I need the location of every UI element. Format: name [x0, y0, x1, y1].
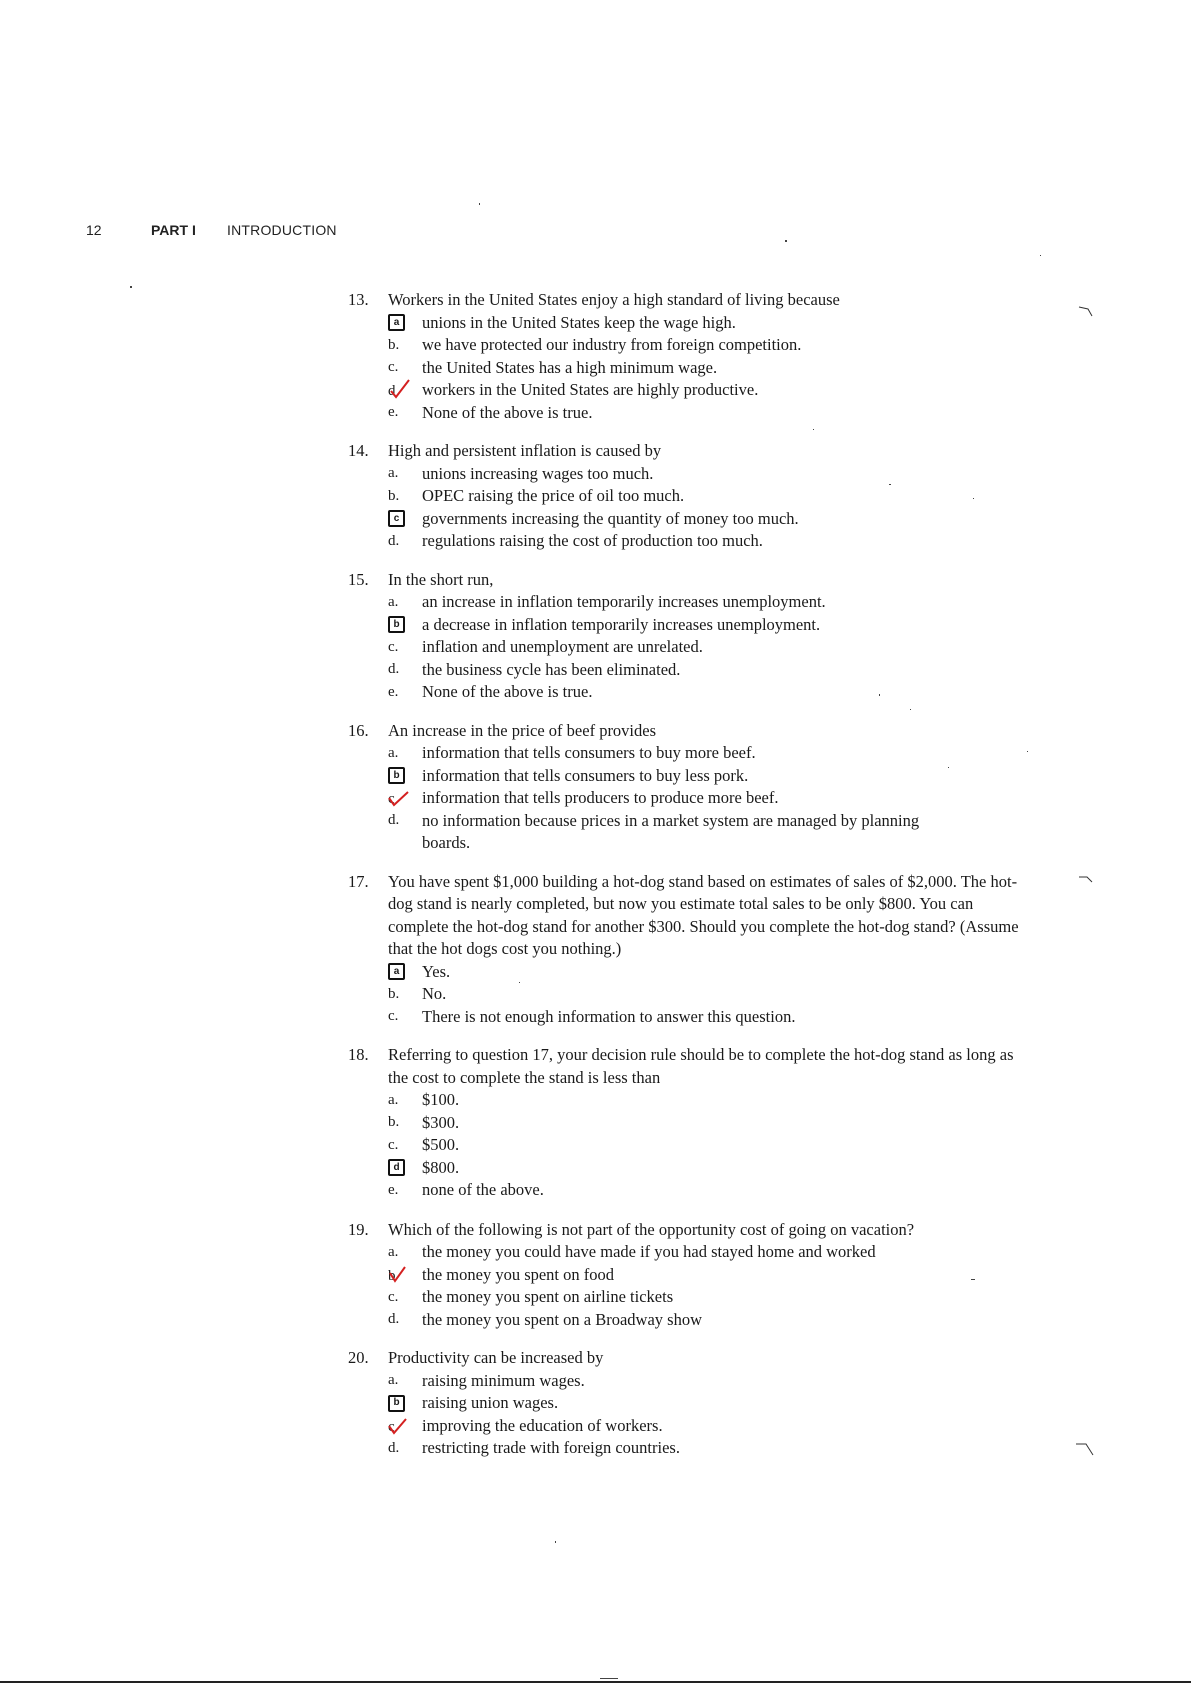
answer-option[interactable] — [348, 742, 1028, 765]
answer-option[interactable] — [348, 681, 1028, 704]
option-text: raising union wages. — [422, 1393, 559, 1412]
option-text: the business cycle has been eliminated. — [422, 659, 681, 679]
option-letter: a. — [388, 1243, 399, 1260]
option-text: workers in the United States are highly productive. — [422, 380, 759, 399]
option-letter: c. — [388, 1136, 399, 1153]
option-text: a decrease in inflation temporarily increases unemployment. — [422, 614, 821, 634]
option-text: unions in the United States keep the wage high. — [422, 312, 736, 332]
question-stem: Workers in the United States enjoy a high standard of living because — [388, 290, 840, 309]
option-text: information that tells consumers to buy more beef. — [422, 743, 756, 762]
boxed-letter: c — [388, 510, 405, 527]
option-text: no information because prices in a market system are managed by planning — [422, 810, 920, 830]
answer-option[interactable] — [348, 1157, 1028, 1180]
option-text: the money you spent on airline tickets — [422, 1287, 674, 1306]
option-letter: c. — [388, 638, 399, 655]
question-18 — [348, 1044, 1028, 1202]
red-check-mark — [388, 1416, 410, 1436]
option-text: the United States has a high minimum wage. — [422, 357, 718, 377]
question-19 — [348, 1219, 1028, 1332]
option-letter-checked — [388, 787, 410, 809]
boxed-letter: d — [388, 1159, 405, 1176]
option-text: governments increasing the quantity of money too much. — [422, 508, 799, 528]
option-letter: e. — [388, 1181, 399, 1198]
answer-option[interactable] — [348, 591, 1028, 614]
option-letter-circled — [388, 508, 410, 530]
page-number: 12 — [86, 222, 102, 238]
answer-option-correct[interactable] — [348, 1415, 1028, 1438]
option-text: the money you spent on a Broadway show — [422, 1309, 702, 1329]
question-number: 20. — [348, 1348, 369, 1367]
option-text: $100. — [422, 1090, 460, 1109]
option-text: $300. — [422, 1112, 460, 1132]
answer-option[interactable] — [348, 1112, 1028, 1135]
option-letter: d. — [388, 532, 400, 549]
answer-option[interactable] — [348, 485, 1028, 508]
answer-option[interactable] — [348, 1309, 1028, 1332]
boxed-letter: b — [388, 1395, 405, 1412]
option-text: the money you could have made if you had stayed home and worked — [422, 1242, 876, 1261]
option-letter: b. — [388, 1114, 400, 1131]
question-stem: An increase in the price of beef provides — [388, 720, 657, 740]
scan-speck — [479, 203, 480, 205]
question-14 — [348, 440, 1028, 553]
check-mark-icon — [388, 786, 412, 810]
scan-speck — [785, 240, 787, 242]
option-text: we have protected our industry from foreign competition. — [422, 335, 802, 354]
question-list — [348, 289, 1028, 1476]
option-letter: e. — [388, 683, 399, 700]
option-text: regulations raising the cost of production too much. — [422, 531, 763, 550]
option-letter: a. — [388, 593, 399, 610]
margin-tick-mark — [1075, 1440, 1095, 1458]
option-text: None of the above is true. — [422, 402, 593, 422]
question-stem: Productivity can be increased by — [388, 1348, 604, 1367]
check-mark-icon — [388, 1263, 412, 1287]
option-letter: e. — [388, 404, 399, 421]
answer-option[interactable] — [348, 983, 1028, 1006]
option-letter: c. — [388, 1288, 399, 1305]
option-letter: a. — [388, 1091, 399, 1108]
answer-option[interactable] — [348, 765, 1028, 788]
scan-speck — [600, 1678, 618, 1679]
option-continuation: boards. — [422, 833, 471, 852]
option-letter: a. — [388, 1372, 399, 1389]
red-check-mark — [388, 380, 410, 400]
option-text: Yes. — [422, 961, 451, 981]
option-text: There is not enough information to answer this question. — [422, 1006, 796, 1026]
question-number: 14. — [348, 441, 369, 460]
option-text: $500. — [422, 1135, 460, 1154]
question-number: 16. — [348, 720, 369, 740]
option-letter: d. — [388, 812, 400, 829]
answer-option[interactable] — [348, 508, 1028, 531]
question-stem: Which of the following is not part of the opportunity cost of going on vacation? — [388, 1219, 915, 1239]
option-letter-checked — [388, 1264, 410, 1286]
option-text: information that tells producers to produce more beef. — [422, 788, 779, 807]
answer-option[interactable] — [348, 614, 1028, 637]
option-text: unions increasing wages too much. — [422, 463, 654, 483]
option-text: $800. — [422, 1157, 460, 1177]
checked-letter: c — [388, 791, 395, 807]
answer-option[interactable] — [348, 961, 1028, 984]
answer-option[interactable] — [348, 1241, 1028, 1264]
question-stem: You have spent $1,000 building a hot-dog stand based on estimates of sales of $2,000. The hot-dog stand is nearly completed, but now you estimate total sales to be only $800. You can complete the hot-dog stand for another $300. Should you complete the hot-dog stand? (Assume that the hot dogs cost you nothing.) — [388, 871, 1019, 958]
answer-option[interactable] — [348, 1089, 1028, 1112]
option-text: none of the above. — [422, 1180, 544, 1199]
red-check-mark — [388, 788, 410, 808]
answer-option-correct[interactable] — [348, 1264, 1028, 1287]
question-16 — [348, 720, 1028, 855]
answer-option[interactable] — [348, 636, 1028, 659]
answer-option[interactable] — [348, 1370, 1028, 1393]
boxed-letter: b — [388, 767, 405, 784]
page-bottom-edge — [0, 1681, 1191, 1683]
checked-letter: b — [388, 1267, 396, 1284]
answer-option[interactable] — [348, 312, 1028, 335]
option-text: information that tells consumers to buy less pork. — [422, 765, 749, 785]
option-letter: a. — [388, 744, 399, 761]
question-stem: Referring to question 17, your decision rule should be to complete the hot-dog stand as long as the cost to complete the stand is less than — [388, 1045, 1014, 1087]
option-letter-checked — [388, 379, 410, 401]
check-mark-icon — [388, 378, 412, 402]
option-letter: d. — [388, 1439, 400, 1456]
option-text: improving the education of workers. — [422, 1415, 663, 1435]
answer-option[interactable] — [348, 1179, 1028, 1202]
answer-option[interactable] — [348, 334, 1028, 357]
answer-option[interactable] — [348, 1286, 1028, 1309]
option-letter-circled — [388, 961, 410, 983]
option-text: No. — [422, 984, 447, 1003]
answer-option[interactable] — [348, 1134, 1028, 1157]
question-15 — [348, 569, 1028, 704]
option-letter: c. — [388, 359, 399, 376]
boxed-letter: b — [388, 616, 405, 633]
question-number: 17. — [348, 871, 369, 891]
option-letter-checked — [388, 1415, 410, 1437]
option-letter-circled — [388, 1157, 410, 1179]
question-17 — [348, 871, 1028, 1029]
question-number: 18. — [348, 1045, 369, 1064]
red-check-mark — [388, 1265, 410, 1285]
question-stem: In the short run, — [388, 569, 494, 589]
running-head — [0, 222, 1191, 242]
option-letter-circled — [388, 312, 410, 334]
answer-option[interactable] — [348, 1006, 1028, 1029]
answer-option-correct[interactable] — [348, 787, 1028, 810]
option-letter: b. — [388, 985, 400, 1002]
section-label: INTRODUCTION — [227, 222, 337, 238]
option-text: raising minimum wages. — [422, 1370, 585, 1390]
option-letter: d. — [388, 661, 400, 678]
answer-option[interactable] — [348, 810, 1028, 833]
answer-option[interactable] — [348, 659, 1028, 682]
option-letter: a. — [388, 465, 399, 482]
question-stem: High and persistent inflation is caused by — [388, 441, 662, 460]
boxed-letter: a — [388, 963, 405, 980]
question-number: 15. — [348, 569, 369, 589]
checked-letter: c — [388, 1418, 395, 1435]
option-text: the money you spent on food — [422, 1264, 615, 1284]
option-letter-circled — [388, 765, 410, 787]
scan-speck — [1040, 255, 1041, 256]
option-letter: d. — [388, 1311, 400, 1328]
option-text: None of the above is true. — [422, 682, 593, 701]
option-text: inflation and unemployment are unrelated. — [422, 637, 703, 656]
answer-option[interactable] — [348, 530, 1028, 553]
question-number: 19. — [348, 1219, 369, 1239]
option-letter: c. — [388, 1008, 399, 1025]
option-letter: b. — [388, 336, 400, 353]
option-letter: b. — [388, 487, 400, 504]
option-text: an increase in inflation temporarily increases unemployment. — [422, 592, 826, 611]
answer-option[interactable] — [348, 1437, 1028, 1460]
margin-tick-mark — [1078, 871, 1094, 885]
scan-speck — [130, 286, 132, 288]
question-20 — [348, 1347, 1028, 1460]
answer-option[interactable] — [348, 463, 1028, 486]
answer-option-correct[interactable] — [348, 379, 1028, 402]
check-mark-icon — [388, 1414, 412, 1438]
option-text: restricting trade with foreign countries. — [422, 1438, 680, 1457]
question-13 — [348, 289, 1028, 424]
boxed-letter: a — [388, 314, 405, 331]
option-letter-circled — [388, 614, 410, 636]
checked-letter: d — [388, 383, 396, 399]
answer-option[interactable] — [348, 1392, 1028, 1415]
question-number: 13. — [348, 290, 369, 309]
answer-option[interactable] — [348, 357, 1028, 380]
answer-option[interactable] — [348, 402, 1028, 425]
scan-speck — [555, 1541, 556, 1543]
part-label: PART I — [151, 222, 196, 238]
option-letter-circled — [388, 1392, 410, 1414]
option-text: OPEC raising the price of oil too much. — [422, 486, 685, 505]
margin-tick-mark — [1078, 305, 1094, 319]
